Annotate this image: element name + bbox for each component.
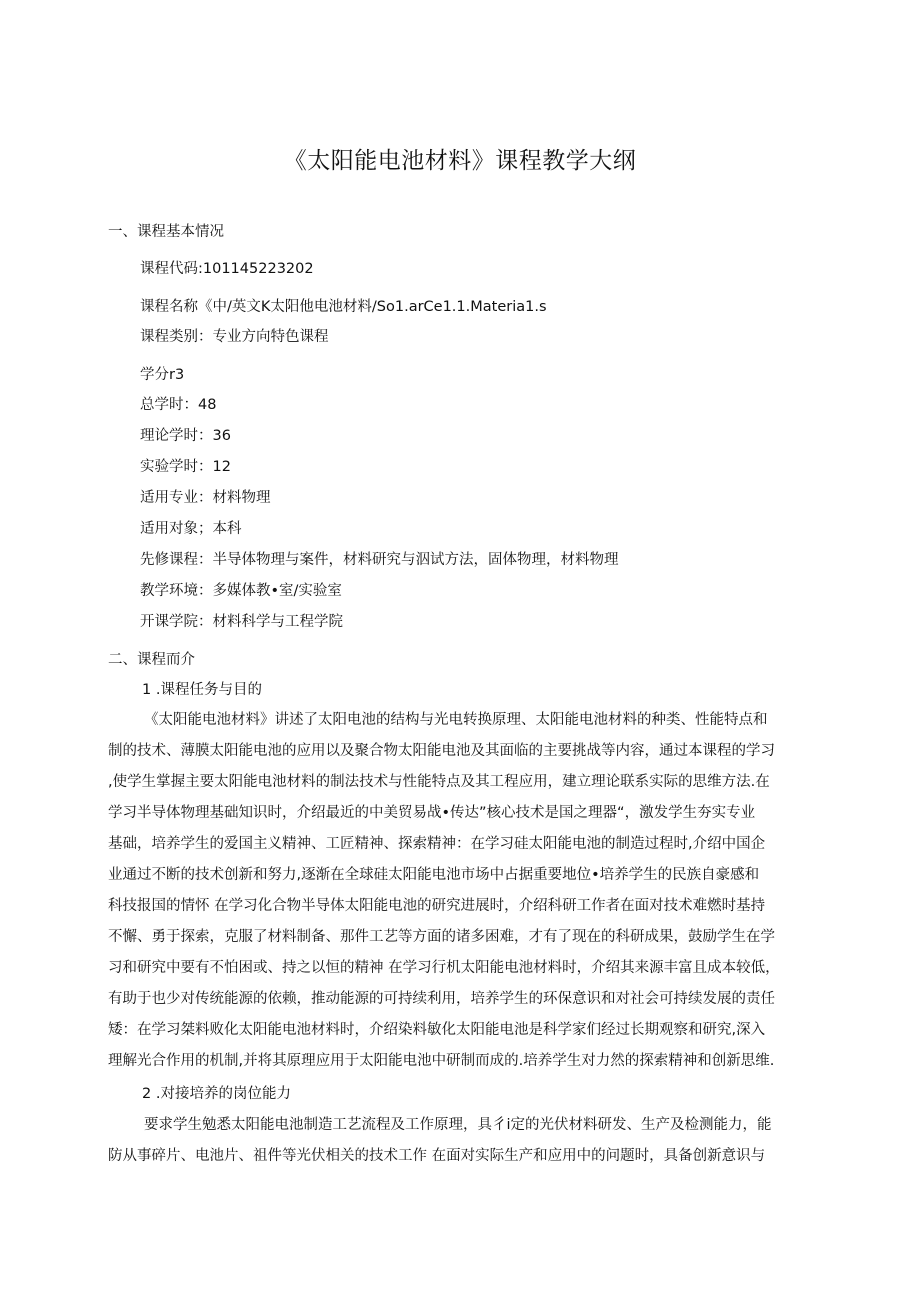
paragraph-line: ,使学生掌握主要太阳能电池材料的制法技术与性能特点及其工程应用，建立理论联系实际的思维方法.在 [108,774,770,790]
section1-heading: 一、课程基本情况 [108,224,224,240]
field-lab-hours: 实验学时：12 [140,459,231,475]
paragraph-line: 制的技术、薄膜太阳能电池的应用以及聚合物太阳能电池及其面临的主要挑战等内容，通过本课程的学习 [108,743,775,759]
field-theory-hours: 理论学时：36 [140,428,231,444]
section2-heading: 二、课程而介 [108,652,195,668]
paragraph-line: 基础，培养学生的爱国主义精神、工匠精神、探索精神：在学习硅太阳能电池的制造过程时,介绍中国企 [108,836,766,852]
paragraph-line: 不懈、勇于探索，克服了材料制备、那件工艺等方面的诸多困难，才有了现在的科研成果，鼓励学生在学 [108,929,775,945]
paragraph-line: 防从事碎片、电池片、祖件等光伏相关的技术工作 在面对实际生产和应用中的问题时，具备创新意识与 [108,1148,766,1164]
document-title: 《太阳能电池材料》课程教学大纲 [283,148,637,174]
field-environment: 教学环境：多媒体教•室/实验室 [140,583,342,599]
field-credits: 学分r3 [140,367,185,383]
field-major: 适用专业：材料物理 [140,490,271,506]
paragraph-line: 有助于也少对传统能源的依赖，推动能源的可持续利用，培养学生的环保意识和对社会可持续发展的责任 [108,991,775,1007]
subsection2-heading: 2 .对接培养的岗位能力 [142,1086,291,1102]
paragraph-line: 《太阳能电池材料》讲述了太阳电池的结构与光电转换原理、太阳能电池材料的种类、性能特点和 [144,712,768,728]
field-total-hours: 总学时：48 [140,397,217,413]
field-course-code: 课程代码:101145223202 [140,261,314,277]
paragraph-line: 业通过不断的技术创新和努力,逐渐在全球硅太阳能电池市场中占据重要地位•培养学生的民族自豪感和 [108,867,760,883]
paragraph-line: 要求学生勉悉太阳能电池制造工艺流程及工作原理，具彳i定的光伏材料研发、生产及检测能力，能 [144,1117,772,1133]
field-course-name: 课程名称《中/英文K太阳他电池材料/So1.arCe1.1.Materia1.s [140,299,547,315]
field-course-type: 课程类别：专业方向特色课程 [140,329,329,345]
field-college: 开课学院：材料科学与工程学院 [140,614,343,630]
field-audience: 适用对象；本科 [140,521,242,537]
paragraph-line: 矮：在学习桀料败化太阳能电池材料时，介绍染料敏化太阳能电池是科学家们经过长期观察和研究,深入 [108,1022,766,1038]
paragraph-line: 科技报国的情怀 在学习化合物半导体太阳能电池的研究进展时，介绍科研工作者在面对技术难燃时基持 [108,898,766,914]
subsection1-heading: 1 .课程任务与目的 [142,682,262,698]
paragraph-line: 理解光合作用的机制,并将其原理应用于太阳能电池中研制而成的.培养学生对力然的探索精神和创新思维. [108,1053,775,1069]
field-prerequisites: 先修课程：半导体物理与案件，材料研究与泅试方法，固体物理，材料物理 [140,552,619,568]
paragraph-line: 学习半导体物理基础知识时，介绍最近的中美贸易战•传达”核心技术是国之理器“，激发学生夯实专业 [108,805,756,821]
paragraph-line: 习和研究中要有不怕困或、持之以恒的精神 在学习行机太阳能电池材料时，介绍其来源丰富且成本较低， [108,960,780,976]
